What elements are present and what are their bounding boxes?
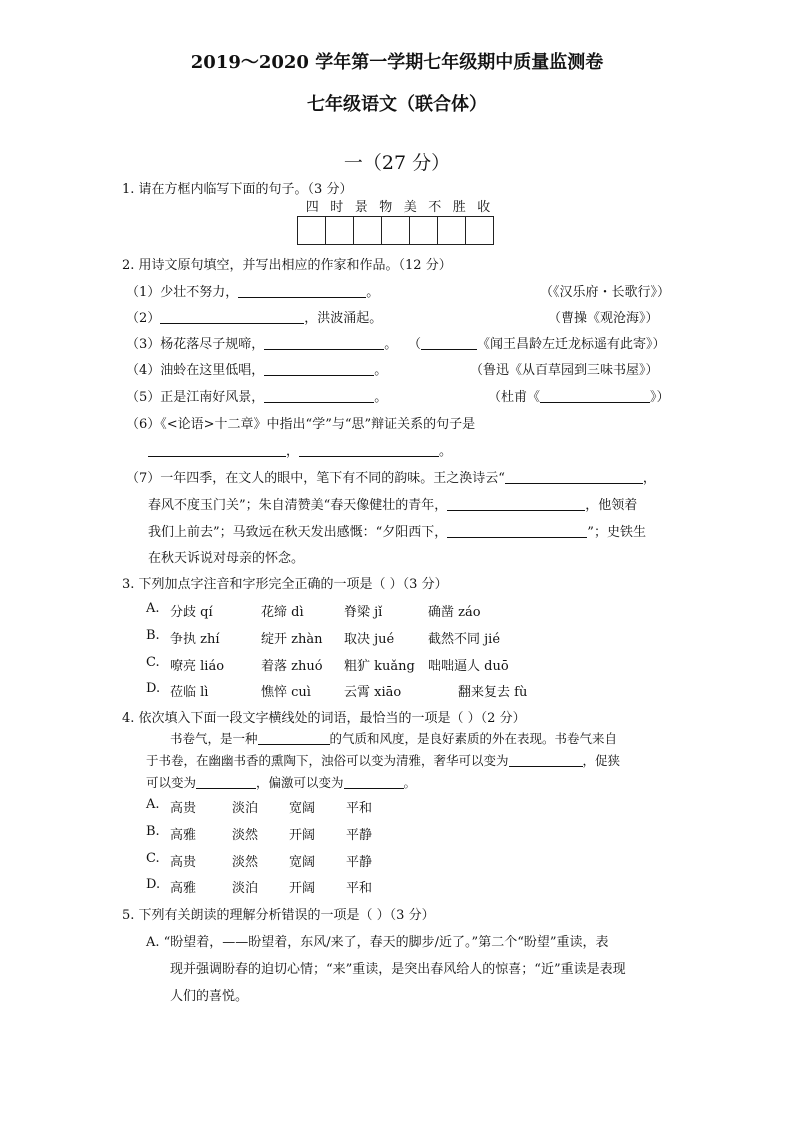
q3-word: 争执 zhí xyxy=(170,632,220,647)
q3-option-c-letter: C. xyxy=(146,655,160,670)
q2-item6: （6）《<论语>十二章》中指出“学”与“思”辩证关系的句子是 xyxy=(126,417,476,432)
model-char: 美 xyxy=(403,200,417,215)
q2-item7-line3: 我们上前去”；马致远在秋天发出感慨：“夕阳西下， ”；史铁生 xyxy=(148,525,646,540)
q3-option-b-letter: B. xyxy=(146,628,160,643)
q4-word: 淡泊 xyxy=(232,881,259,896)
q4-passage-line2: 于书卷，在幽幽书香的熏陶下，浊俗可以变为清雅，奢华可以变为 ，促狭 xyxy=(146,753,621,768)
answer-blank[interactable] xyxy=(505,471,643,484)
answer-blank[interactable] xyxy=(264,337,384,350)
q3-word: 莅临 lì xyxy=(170,685,209,700)
answer-blank[interactable] xyxy=(540,390,650,403)
model-char: 收 xyxy=(477,200,491,215)
answer-blank[interactable] xyxy=(148,444,286,457)
q2-item7-line1: （7）一年四季，在文人的眼中，笔下有不同的韵味。王之涣诗云“ ， xyxy=(126,471,656,486)
q4-word: 开阔 xyxy=(289,828,316,843)
answer-blank[interactable] xyxy=(264,390,374,403)
q2-source-5: （杜甫《 》） xyxy=(488,390,670,405)
q2-line-1: （1）少壮不努力， 。 xyxy=(126,285,380,300)
q3-option-a-letter: A. xyxy=(146,601,160,616)
q4-word: 高贵 xyxy=(170,801,197,816)
model-char: 景 xyxy=(354,200,368,215)
q2-source-1: （《汉乐府・长歌行》） xyxy=(540,285,671,300)
model-char: 四 xyxy=(305,200,319,215)
answer-blank[interactable] xyxy=(264,363,374,376)
answer-blank[interactable] xyxy=(509,754,583,767)
q3-word: 取决 jué xyxy=(344,632,395,647)
q4-word: 宽阔 xyxy=(289,855,316,870)
answer-blank[interactable] xyxy=(238,285,366,298)
q4-word: 平静 xyxy=(346,828,373,843)
grid-cell[interactable] xyxy=(325,216,354,245)
answer-blank[interactable] xyxy=(299,444,439,457)
q2-source-3: （ 《闻王昌龄左迁龙标遥有此寄》） xyxy=(408,337,666,352)
q4-passage-line1: 书卷气，是一种 的气质和风度，是良好素质的外在表现。书卷气来自 xyxy=(170,731,618,746)
q2-item7-line2: 春风不度玉门关”；朱自清赞美“春天像健壮的青年， ，他领着 xyxy=(148,498,638,513)
q4-word: 平和 xyxy=(346,801,373,816)
model-char: 物 xyxy=(379,200,393,215)
q1-stem: 1. 请在方框内临写下面的句子。（3 分） xyxy=(122,182,353,197)
exam-title: 2019～2020 学年第一学期七年级期中质量监测卷 xyxy=(190,52,604,73)
q3-word: 绽开 zhàn xyxy=(261,632,323,647)
q5-option-a-line3: 人们的喜悦。 xyxy=(170,989,249,1004)
q3-word: 截然不同 jié xyxy=(428,632,501,647)
q4-word: 高贵 xyxy=(170,855,197,870)
answer-blank[interactable] xyxy=(421,337,477,350)
q3-word: 花缔 dì xyxy=(261,605,304,620)
q5-option-a-line2: 现并强调盼春的迫切心情；“来”重读，是突出春风给人的惊喜；“近”重读是表现 xyxy=(170,962,626,977)
answer-blank[interactable] xyxy=(447,498,585,511)
q3-word: 嘹亮 liáo xyxy=(170,659,225,674)
q4-word: 高雅 xyxy=(170,881,197,896)
grid-cell[interactable] xyxy=(381,216,410,245)
grid-cell[interactable] xyxy=(297,216,326,245)
q4-option-b[interactable]: B. xyxy=(146,824,160,839)
q1-model-sentence xyxy=(300,196,496,215)
q2-line-2: （2） ，洪波涌起。 xyxy=(126,311,383,326)
exam-subtitle: 七年级语文（联合体） xyxy=(307,94,487,115)
q5-stem: 5. 下列有关朗读的理解分析错误的一项是（ ）（3 分） xyxy=(122,908,435,923)
q2-source-2: （曹操《观沧海》） xyxy=(548,311,659,326)
q3-word: 云霄 xiāo xyxy=(344,685,402,700)
answer-blank[interactable] xyxy=(344,776,404,789)
q3-stem: 3. 下列加点字注音和字形完全正确的一项是（ ）（3 分） xyxy=(122,577,448,592)
q3-word: 粗犷 kuǎng xyxy=(344,659,415,674)
section-heading: 一（27 分） xyxy=(343,152,451,174)
q2-line-4: （4）油蛉在这里低唱， 。 xyxy=(126,363,388,378)
q4-option-a[interactable]: A. xyxy=(146,797,160,812)
q4-option-d[interactable]: D. xyxy=(146,877,161,892)
q3-word: 咄咄逼人 duō xyxy=(428,659,509,674)
q2-line-3: （3）杨花落尽子规啼， 。 xyxy=(126,337,398,352)
q4-stem: 4. 依次填入下面一段文字横线处的词语，最恰当的一项是（ ）（2 分） xyxy=(122,711,526,726)
q2-item7-line4: 在秋天诉说对母亲的怀念。 xyxy=(148,551,305,566)
q4-word: 宽阔 xyxy=(289,801,316,816)
q4-word: 淡泊 xyxy=(232,801,259,816)
grid-cell[interactable] xyxy=(409,216,438,245)
q3-word: 确凿 záo xyxy=(428,605,481,620)
q3-word: 着落 zhuó xyxy=(261,659,323,674)
q4-option-c[interactable]: C. xyxy=(146,851,160,866)
q4-word: 开阔 xyxy=(289,881,316,896)
q2-stem: 2. 用诗文原句填空，并写出相应的作家和作品。（12 分） xyxy=(122,258,452,273)
answer-blank[interactable] xyxy=(447,525,587,538)
grid-cell[interactable] xyxy=(437,216,466,245)
answer-blank[interactable] xyxy=(160,311,304,324)
copy-grid xyxy=(297,216,494,245)
grid-cell[interactable] xyxy=(353,216,382,245)
q4-word: 高雅 xyxy=(170,828,197,843)
q4-word: 淡然 xyxy=(232,855,259,870)
q3-word: 分歧 qí xyxy=(170,605,213,620)
model-char: 胜 xyxy=(452,200,466,215)
q2-line-5: （5）正是江南好风景， 。 xyxy=(126,390,388,405)
model-char: 时 xyxy=(330,200,344,215)
q4-passage-line3: 可以变为 ，偏激可以变为 。 xyxy=(146,775,417,790)
grid-cell[interactable] xyxy=(465,216,494,245)
q3-word: 脊梁 jǐ xyxy=(344,605,383,620)
q2-source-4: （鲁迅《从百草园到三味书屋》） xyxy=(470,363,659,378)
q2-item6-answer: ， 。 xyxy=(148,440,452,459)
answer-blank[interactable] xyxy=(258,732,330,745)
q4-word: 淡然 xyxy=(232,828,259,843)
answer-blank[interactable] xyxy=(196,776,256,789)
q4-word: 平和 xyxy=(346,881,373,896)
q3-option-d-letter: D. xyxy=(146,681,161,696)
q3-word: 憔悴 cuì xyxy=(261,685,311,700)
q5-option-a-line1: A. “盼望着，——盼望着，东风/来了，春天的脚步/近了。”第二个“盼望”重读，表 xyxy=(146,935,609,950)
q3-word: 翻来复去 fù xyxy=(458,685,528,700)
model-char: 不 xyxy=(428,200,442,215)
q4-word: 平静 xyxy=(346,855,373,870)
